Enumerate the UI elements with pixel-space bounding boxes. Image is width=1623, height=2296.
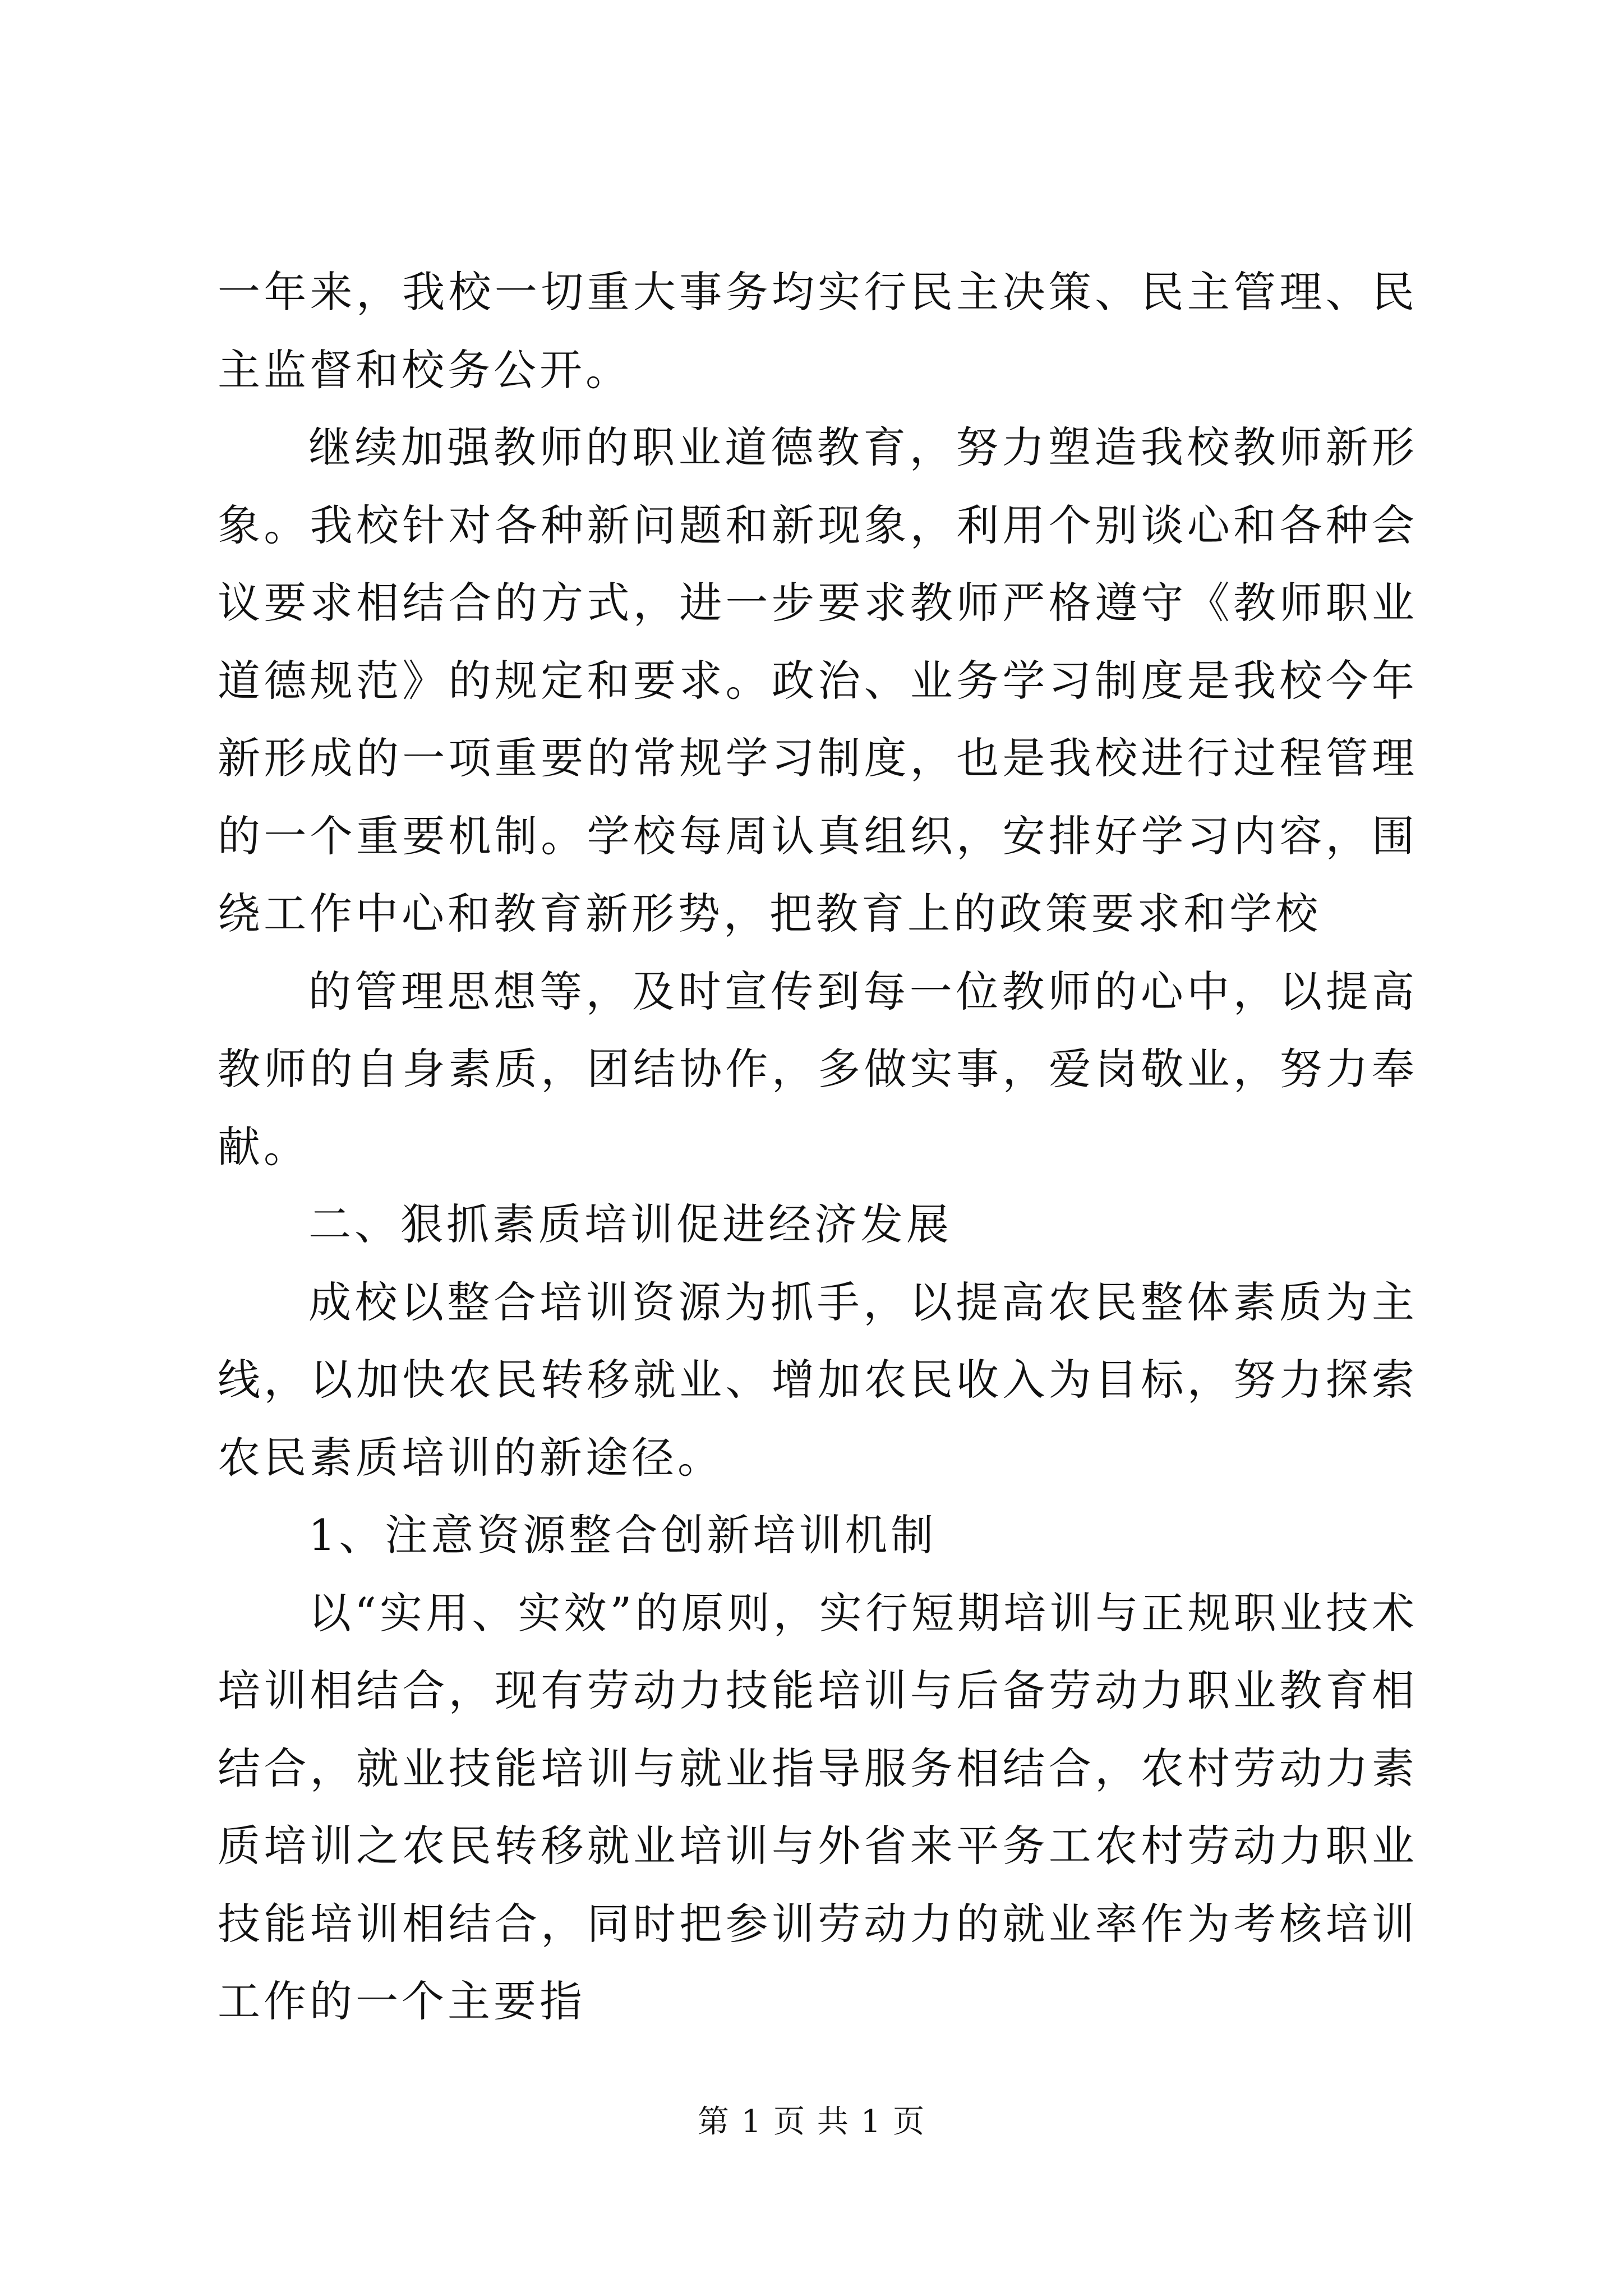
subsection-heading-1: 1、注意资源整合创新培训机制 (308, 1510, 937, 1560)
paragraph-4: 成校以整合培训资源为抓手，以提高农民整体素质为主线，以加快农民转移就业、增加农民收入为目标，努力探索农民素质培训的新途径。 (218, 1277, 1418, 1483)
paragraph-2: 继续加强教师的职业道德教育，努力塑造我校教师新形象。我校针对各种新问题和新现象，利用个别谈心和各种会议要求相结合的方式，进一步要求教师严格遵守《教师职业道德规范》的规定和要求。政治、业务学习制度是我校今年新形成的一项重要的常规学习制度，也是我校进行过程管理的一个重要机制。学校每周认真组织，安排好学习内容，围绕工作中心和教育新形势，把教育上的政策要求和学校 (218, 422, 1418, 938)
section-heading-2: 二、狠抓素质培训促进经济发展 (308, 1199, 952, 1249)
paragraph-5: 以“实用、实效”的原则，实行短期培训与正规职业技术培训相结合，现有劳动力技能培训与后备劳动力职业教育相结合，就业技能培训与就业指导服务相结合，农村劳动力素质培训之农民转移就业培训与外省来平务工农村劳动力职业技能培训相结合，同时把参训劳动力的就业率作为考核培训工作的一个主要指 (218, 1588, 1418, 2026)
document-body (218, 254, 1418, 2041)
page-footer: 第 1 页 共 1 页 (697, 2104, 926, 2140)
paragraph-1: 一年来，我校一切重大事务均实行民主决策、民主管理、民主监督和校务公开。 (218, 267, 1418, 395)
paragraph-3: 的管理思想等，及时宣传到每一位教师的心中，以提高教师的自身素质，团结协作，多做实事，爱岗敬业，努力奉献。 (218, 966, 1418, 1172)
